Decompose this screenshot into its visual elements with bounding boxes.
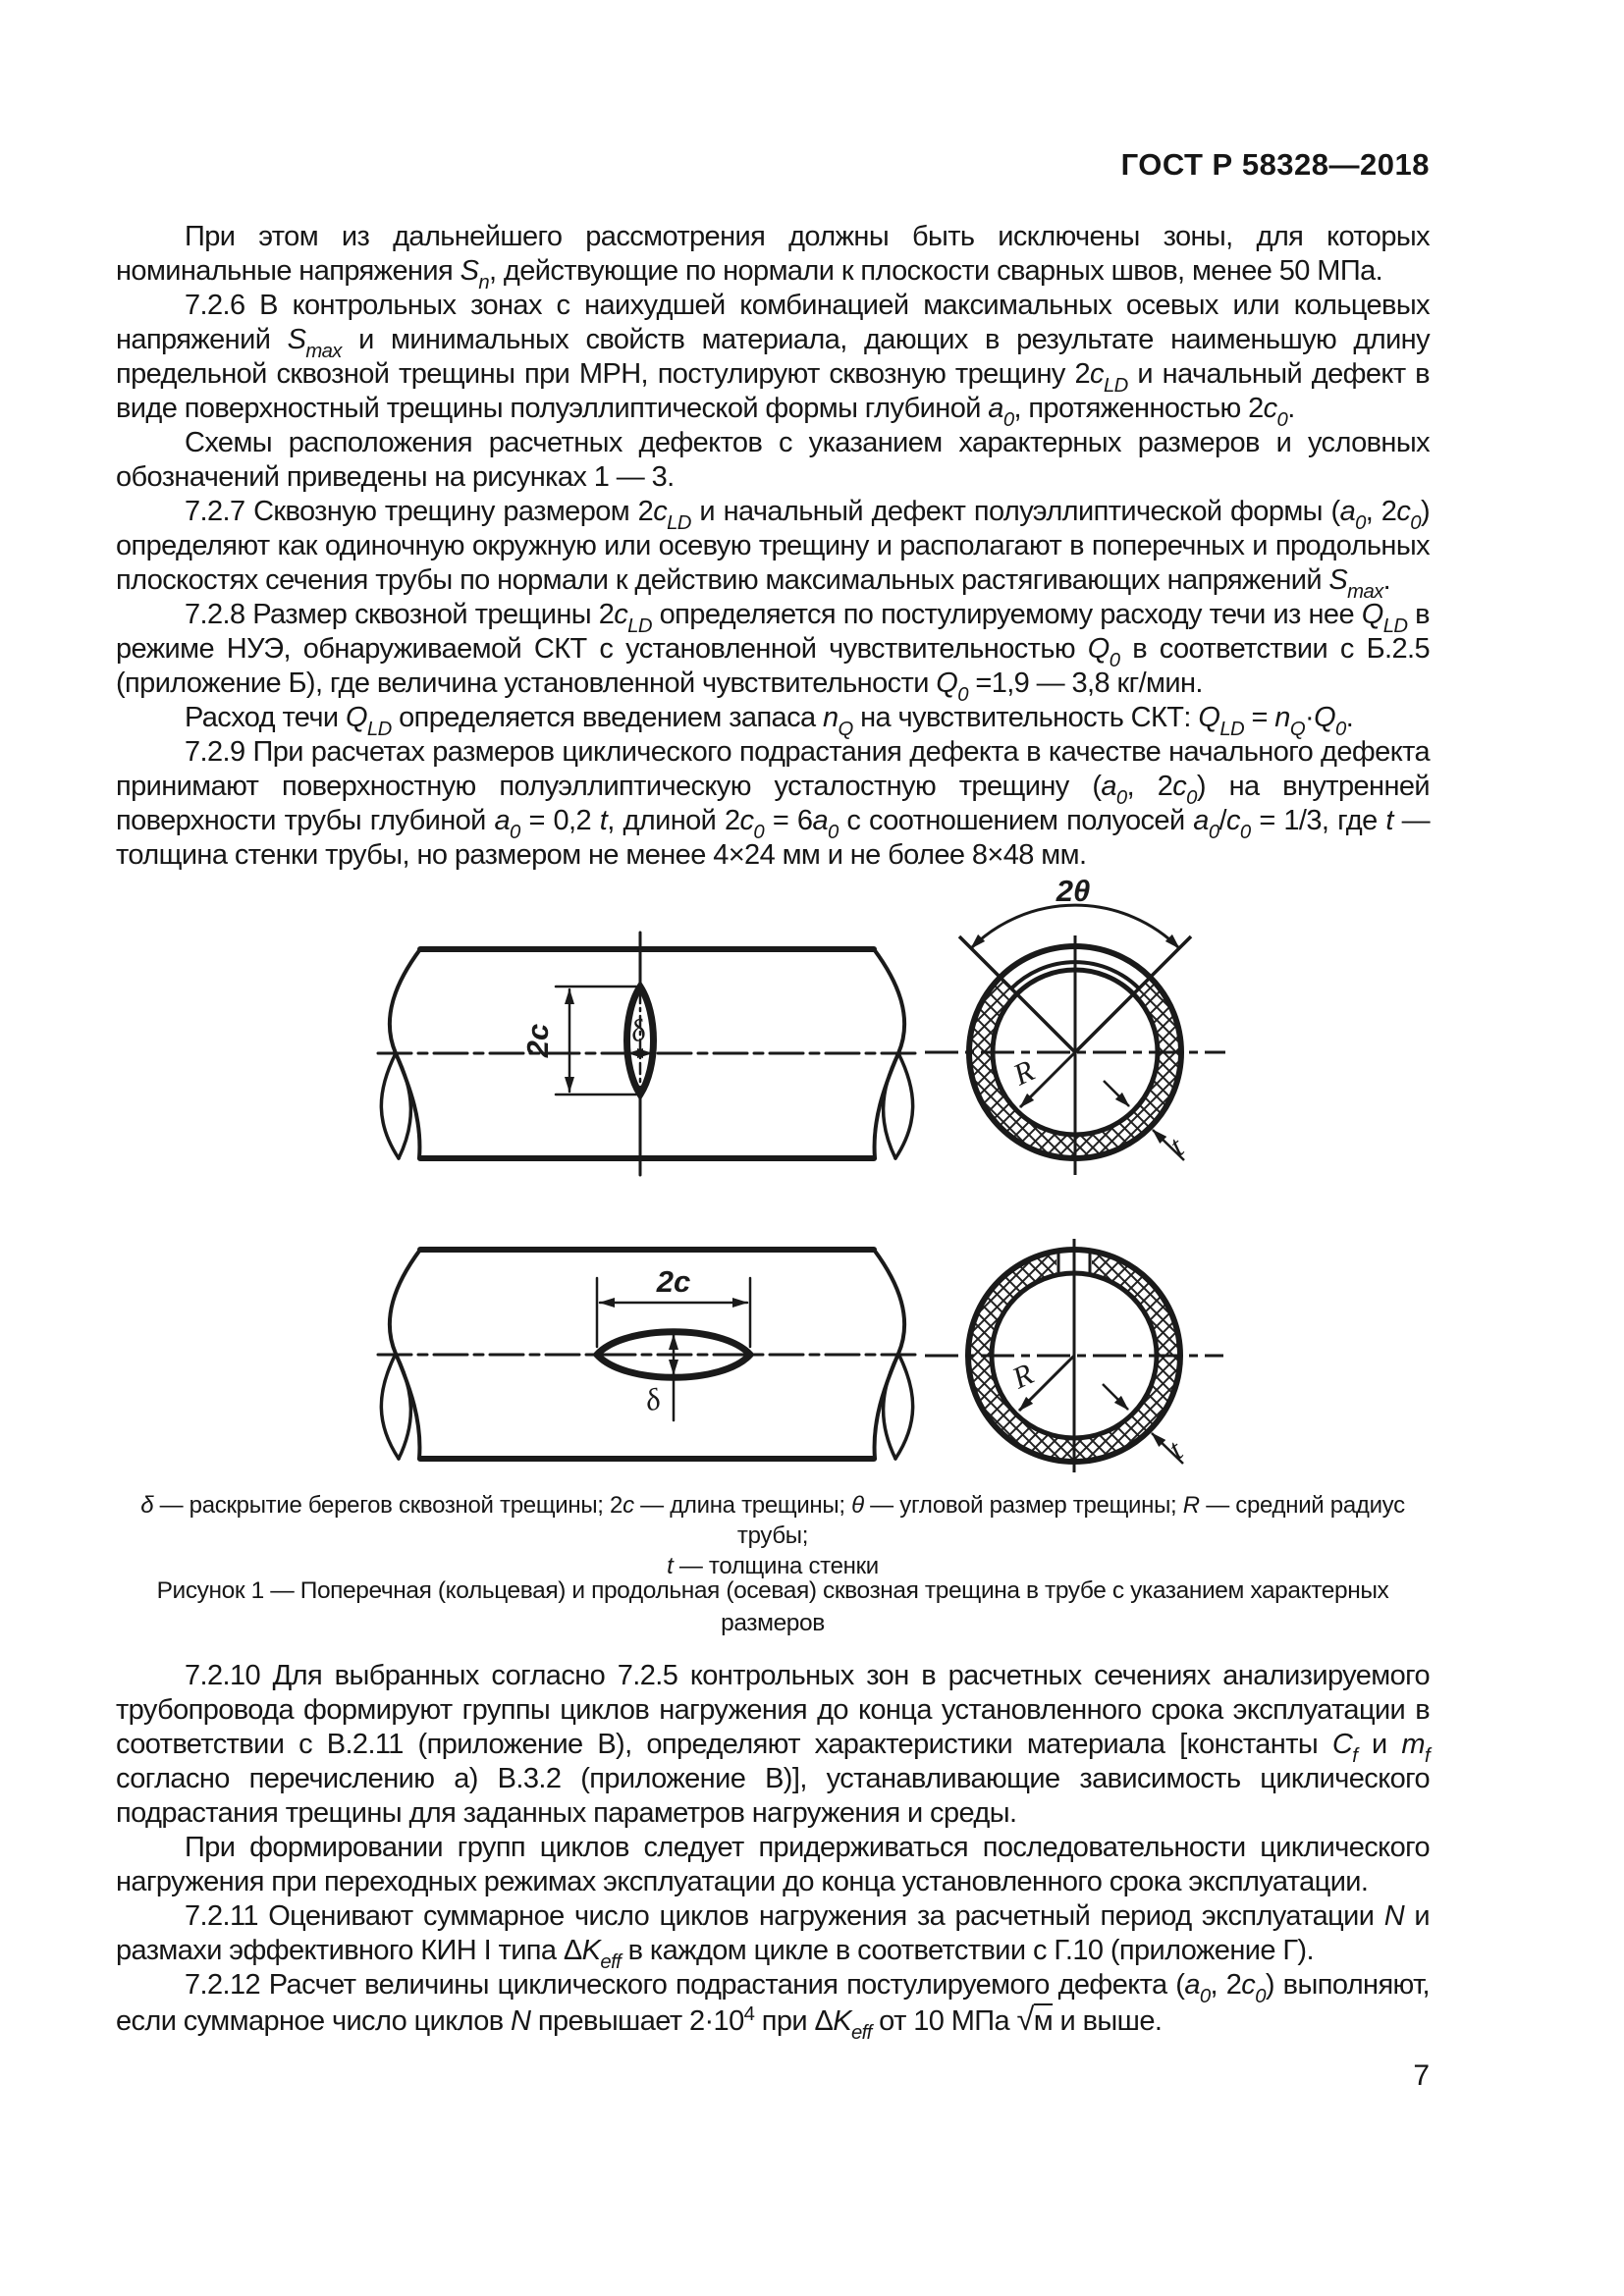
figure-1-technical-drawing	[187, 854, 1443, 1492]
label-2theta: 2θ	[1056, 874, 1091, 908]
label-radius-top: R	[1007, 1052, 1040, 1093]
paragraph-7-2-12: 7.2.12 Расчет величины циклического подрастания постулируемого дефекта ($a_0$, $2c_0$) выполняют, если суммарное число циклов N превышает $2\cdot 10^4$ при $\Delta K_{eff}$ от 10 МПа √м и выше.	[116, 1969, 1430, 2044]
label-thickness-bottom: t	[1162, 1432, 1189, 1467]
paragraph-cycle-groups: При формировании групп циклов следует придерживаться последовательности циклического нагружения при переходных режимах эксплуатации до конца установленного срока эксплуатации.	[116, 1832, 1430, 1897]
figure-legend-line1: δ — раскрытие берегов сквозной трещины; 2с — длина трещины; θ — угловой размер трещины; R — средний радиус трубы;	[140, 1492, 1405, 1549]
standard-number-header: ГОСТ Р 58328—2018	[1120, 147, 1430, 182]
paragraph-leak-rate: Расход течи $Q_{LD}$ определяется введением запаса $n_Q$ на чувствительность СКТ: $Q_{LD} = n_Q\cdot Q_0$.	[185, 702, 1354, 740]
paragraph-schemes: Схемы расположения расчетных дефектов с указанием характерных размеров и условных обозначений приведены на рисунках 1 — 3.	[116, 427, 1430, 493]
label-2c-transverse: 2c	[520, 1023, 555, 1058]
paragraph-7-2-8: 7.2.8 Размер сквозной трещины $2c_{LD}$ определяется по постулируемому расходу течи из нее $Q_{LD}$ в режиме НУЭ, обнаруживаемой СКТ с установленной чувствительностью $Q_0$ в соответствии с Б.2.5 (приложение Б), где величина установленной чувствительности $Q_0 =1,9$ — 3,8 кг/мин.	[116, 599, 1430, 706]
pipe-side-view-axial-crack	[378, 1250, 918, 1459]
figure-legend-line2: t — толщина стенки	[667, 1553, 879, 1579]
paragraph-7-2-10: 7.2.10 Для выбранных согласно 7.2.5 контрольных зон в расчетных сечениях анализируемого трубопровода формируют группы циклов нагружения до конца установленного срока эксплуатации в соответствии с В.2.11 (приложение В), определяют характеристики материала [константы $C_f$ и $m_f$ согласно перечислению а) В.3.2 (приложение В)], устанавливающие зависимость циклического подрастания трещины для заданных параметров нагружения и среды.	[116, 1660, 1431, 1829]
paragraph-7-2-9: 7.2.9 При расчетах размеров циклического подрастания дефекта в качестве начального дефекта принимают поверхностную полуэллиптическую усталостную трещину ($a_0$, $2c_0$) на внутренней поверхности трубы глубиной $a_0 = 0,2$ t, длиной $2c_0 = 6a_0$ с соотношением полуосей $a_0/c_0 = 1/3$, где t — толщина стенки трубы, но размером не менее 4×24 мм и не более 8×48 мм.	[116, 736, 1431, 871]
pipe-cross-section-circumferential	[925, 905, 1225, 1175]
paragraph-7-2-11: 7.2.11 Оценивают суммарное число циклов нагружения за расчетный период эксплуатации N и размахи эффективного КИН I типа $\Delta K_{eff}$ в каждом цикле в соответствии с Г.10 (приложение Г).	[116, 1900, 1430, 1973]
pipe-cross-section-axial	[925, 1239, 1223, 1472]
label-2c-axial: 2c	[656, 1264, 691, 1299]
page-number: 7	[1413, 2059, 1430, 2092]
label-delta-transverse: δ	[626, 1012, 649, 1049]
paragraph-intro: При этом из дальнейшего рассмотрения должны быть исключены зоны, для которых номинальные напряжения $S_n$, действующие по нормали к плоскости сварных швов, менее 50 МПа.	[116, 221, 1430, 294]
label-delta-axial: δ	[641, 1381, 664, 1418]
figure-legend	[116, 1490, 1430, 1581]
body-text-top	[116, 220, 1430, 873]
paragraph-7-2-7: 7.2.7 Сквозную трещину размером $2c_{LD}$ и начальный дефект полуэллиптической формы ($a_0$, $2c_0$) определяют как одиночную окружную или осевую трещину и располагают в поперечных и продольных плоскостях сечения трубы по нормали к действию максимальных растягивающих напряжений $S_{max}$.	[116, 496, 1430, 603]
figure-caption: Рисунок 1 — Поперечная (кольцевая) и продольная (осевая) сквозная трещина в трубе с указанием характерных размеров	[156, 1577, 1389, 1636]
pipe-side-view-circumferential-crack	[378, 933, 918, 1175]
label-radius-bottom: R	[1006, 1356, 1039, 1396]
label-thickness-top: t	[1163, 1129, 1190, 1163]
paragraph-7-2-6: 7.2.6 В контрольных зонах с наихудшей комбинацией максимальных осевых или кольцевых напряжений $S_{max}$ и минимальных свойств материала, дающих в результате наименьшую длину предельной сквозной трещины при МРН, постулируют сквозную трещину $2c_{LD}$ и начальный дефект в виде поверхностный трещины полуэллиптической формы глубиной $a_0$, протяженностью $2c_0$.	[116, 290, 1430, 431]
body-text-bottom	[116, 1659, 1431, 2044]
